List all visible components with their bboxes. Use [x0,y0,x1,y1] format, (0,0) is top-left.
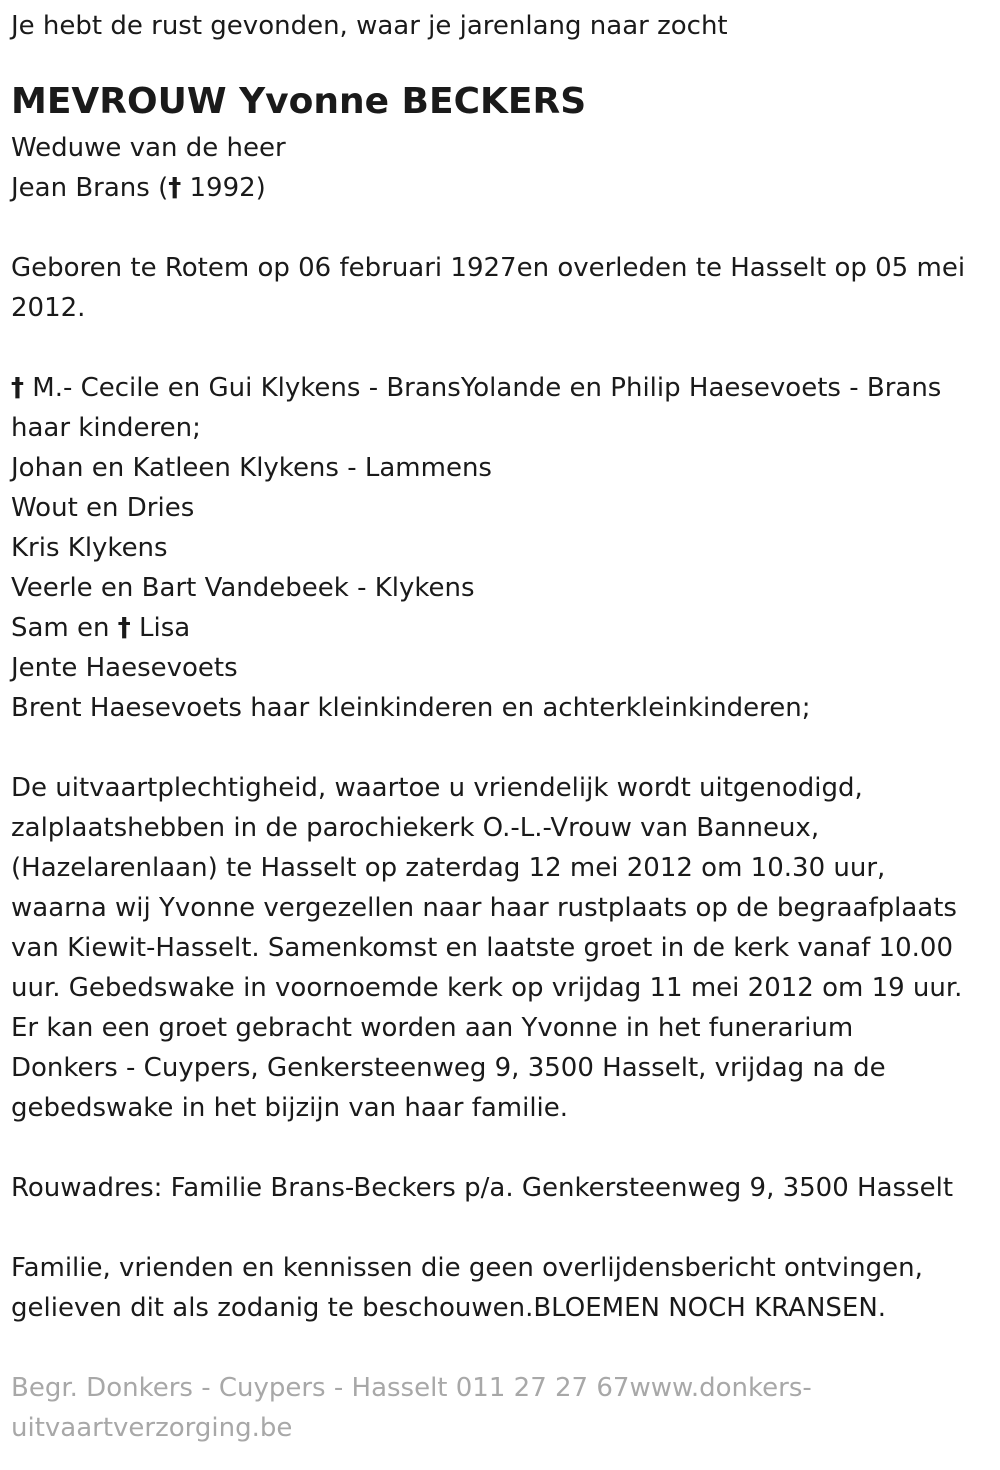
spacer [11,728,986,768]
ceremony-line: zalplaatshebben in de parochiekerk O.-L.-Vrouw van Banneux, [11,813,820,843]
family-line-part: Sam en [11,613,118,643]
mourning-address: Rouwadres: Familie Brans-Beckers p/a. Genkersteenweg 9, 3500 Hasselt [11,1173,954,1203]
ceremony-line: van Kiewit-Hasselt. Samenkomst en laatste groet in de kerk vanaf 10.00 [11,933,953,963]
children-line [11,368,986,448]
funeral-home-footer: uitvaartverzorging.be [11,1413,293,1443]
spacer [11,1128,986,1168]
ceremony-line: Donkers - Cuypers, Genkersteenweg 9, 3500 Hasselt, vrijdag na de [11,1053,886,1083]
family-line: Kris Klykens [11,533,168,563]
ceremony-text [11,768,986,1128]
spacer [11,1328,986,1368]
family-line-part: Lisa [130,613,191,643]
family-line: Jente Haesevoets [11,653,238,683]
cross-icon: † [117,613,131,643]
cross-icon: † [168,173,182,203]
notice-line: Familie, vrienden en kennissen die geen overlijdensbericht ontvingen, [11,1253,923,1283]
spouse-line [11,168,986,208]
ceremony-line: waarna wij Yvonne vergezellen naar haar rustplaats op de begraafplaats [11,893,957,923]
family-line: Johan en Katleen Klykens - Lammens [11,453,492,483]
family-line [11,608,986,648]
ceremony-line: De uitvaartplechtigheid, waartoe u vriendelijk wordt uitgenodigd, [11,773,863,803]
widow-line: Weduwe van de heer [11,133,286,163]
family-line: Veerle en Bart Vandebeek - Klykens [11,573,475,603]
spacer [11,1208,986,1248]
ceremony-line: Er kan een groet gebracht worden aan Yvonne in het funerarium [11,1013,854,1043]
spouse-name: Jean Brans ( [11,173,169,203]
family-line: Wout en Dries [11,493,195,523]
funeral-home-footer: Begr. Donkers - Cuypers - Hasselt 011 27 27 67www.donkers- [11,1373,812,1403]
children-text: M.- Cecile en Gui Klykens - BransYolande en Philip Haesevoets - Brans haar kinderen; [11,373,942,443]
spacer [11,208,986,248]
deceased-name: MEVROUW Yvonne BECKERS [11,81,587,122]
ceremony-line: (Hazelarenlaan) te Hasselt op zaterdag 12 mei 2012 om 10.30 uur, [11,853,886,883]
family-line: Brent Haesevoets haar kleinkinderen en achterkleinkinderen; [11,693,811,723]
ceremony-line: uur. Gebedswake in voornoemde kerk op vrijdag 11 mei 2012 om 19 uur. [11,973,963,1003]
cross-icon: † [11,373,24,403]
ceremony-line: gebedswake in het bijzijn van haar familie. [11,1093,569,1123]
spouse-death-year: 1992) [189,173,266,203]
spacer [11,328,986,368]
notice-line: gelieven dit als zodanig te beschouwen.BLOEMEN NOCH KRANSEN. [11,1293,887,1323]
birth-death-text: Geboren te Rotem op 06 februari 1927en overleden te Hasselt op 05 mei 2012. [11,253,966,323]
motto: Je hebt de rust gevonden, waar je jarenlang naar zocht [11,11,728,41]
